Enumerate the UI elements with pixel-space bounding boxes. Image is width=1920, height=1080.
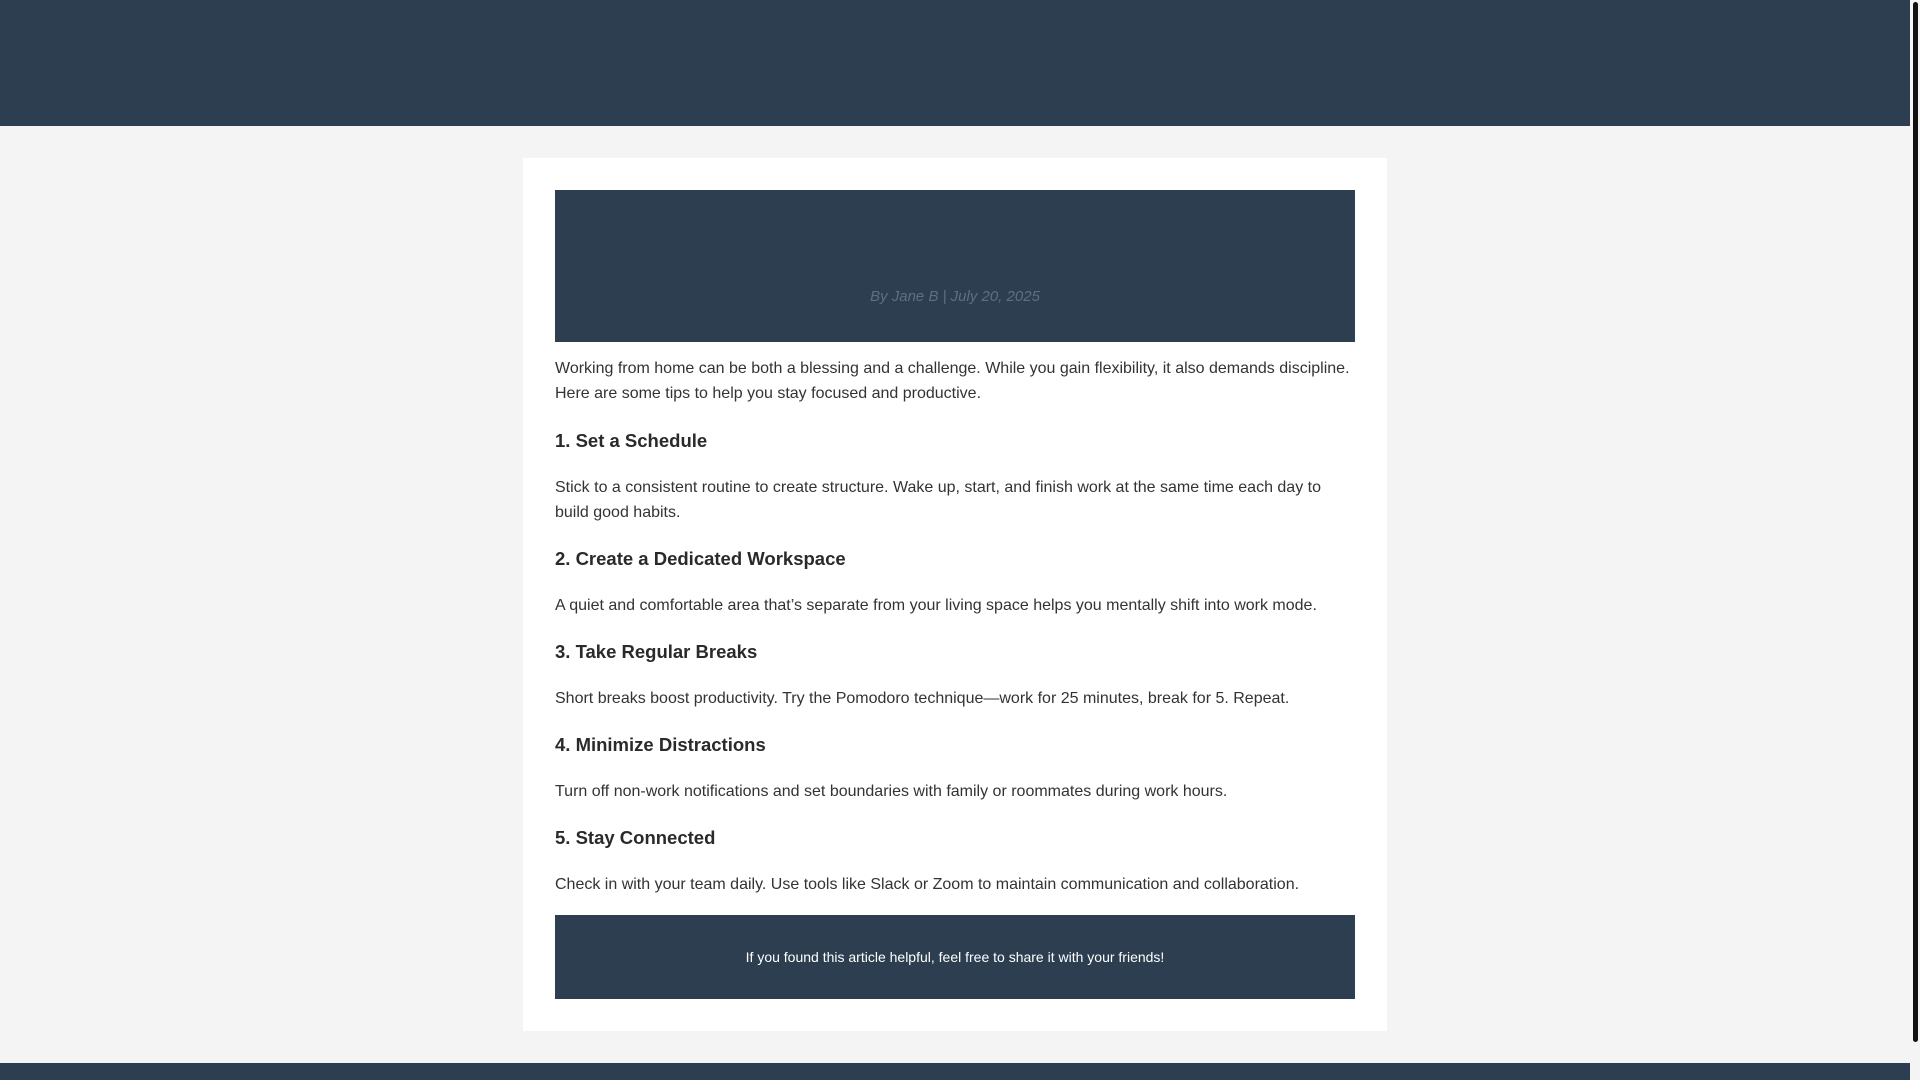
site-header-bar — [0, 0, 1910, 126]
tip-body: Stick to a consistent routine to create structure. Wake up, start, and finish work at the same time each day to build good habits. — [555, 479, 1321, 521]
tip-body: A quiet and comfortable area that’s separate from your living space helps you mentally shift into work mode. — [555, 597, 1317, 614]
vertical-scrollbar[interactable] — [1910, 0, 1920, 1080]
tip-body: Check in with your team daily. Use tools like Slack or Zoom to maintain communication and collaboration. — [555, 876, 1300, 893]
tip-section — [555, 732, 1355, 804]
tip-heading: 4. Minimize Distractions — [555, 734, 766, 755]
tip-section — [555, 546, 1355, 618]
tip-body: Turn off non-work notifications and set boundaries with family or roommates during work hours. — [555, 783, 1228, 800]
article-byline: By Jane B | July 20, 2025 — [870, 288, 1040, 305]
article-content — [555, 356, 1355, 918]
tip-heading: 5. Stay Connected — [555, 827, 716, 848]
tip-heading: 1. Set a Schedule — [555, 430, 708, 451]
article-card — [523, 158, 1387, 1031]
tip-heading: 2. Create a Dedicated Workspace — [555, 548, 846, 569]
article-intro: Working from home can be both a blessing and a challenge. While you gain flexibility, it also demands discipline. Here are some tips to help you stay focused and productive. — [555, 360, 1350, 402]
tip-section — [555, 825, 1355, 897]
tip-section — [555, 428, 1355, 525]
tip-heading: 3. Take Regular Breaks — [555, 641, 758, 662]
tip-section — [555, 639, 1355, 711]
share-message: If you found this article helpful, feel free to share it with your friends! — [745, 949, 1165, 965]
site-footer-bar — [0, 1063, 1910, 1080]
tip-body: Short breaks boost productivity. Try the Pomodoro technique—work for 25 minutes, break for 5. Repeat. — [555, 690, 1290, 707]
scrollbar-thumb[interactable] — [1913, 2, 1918, 1042]
share-footer-box — [555, 915, 1355, 999]
article-header — [555, 190, 1355, 342]
